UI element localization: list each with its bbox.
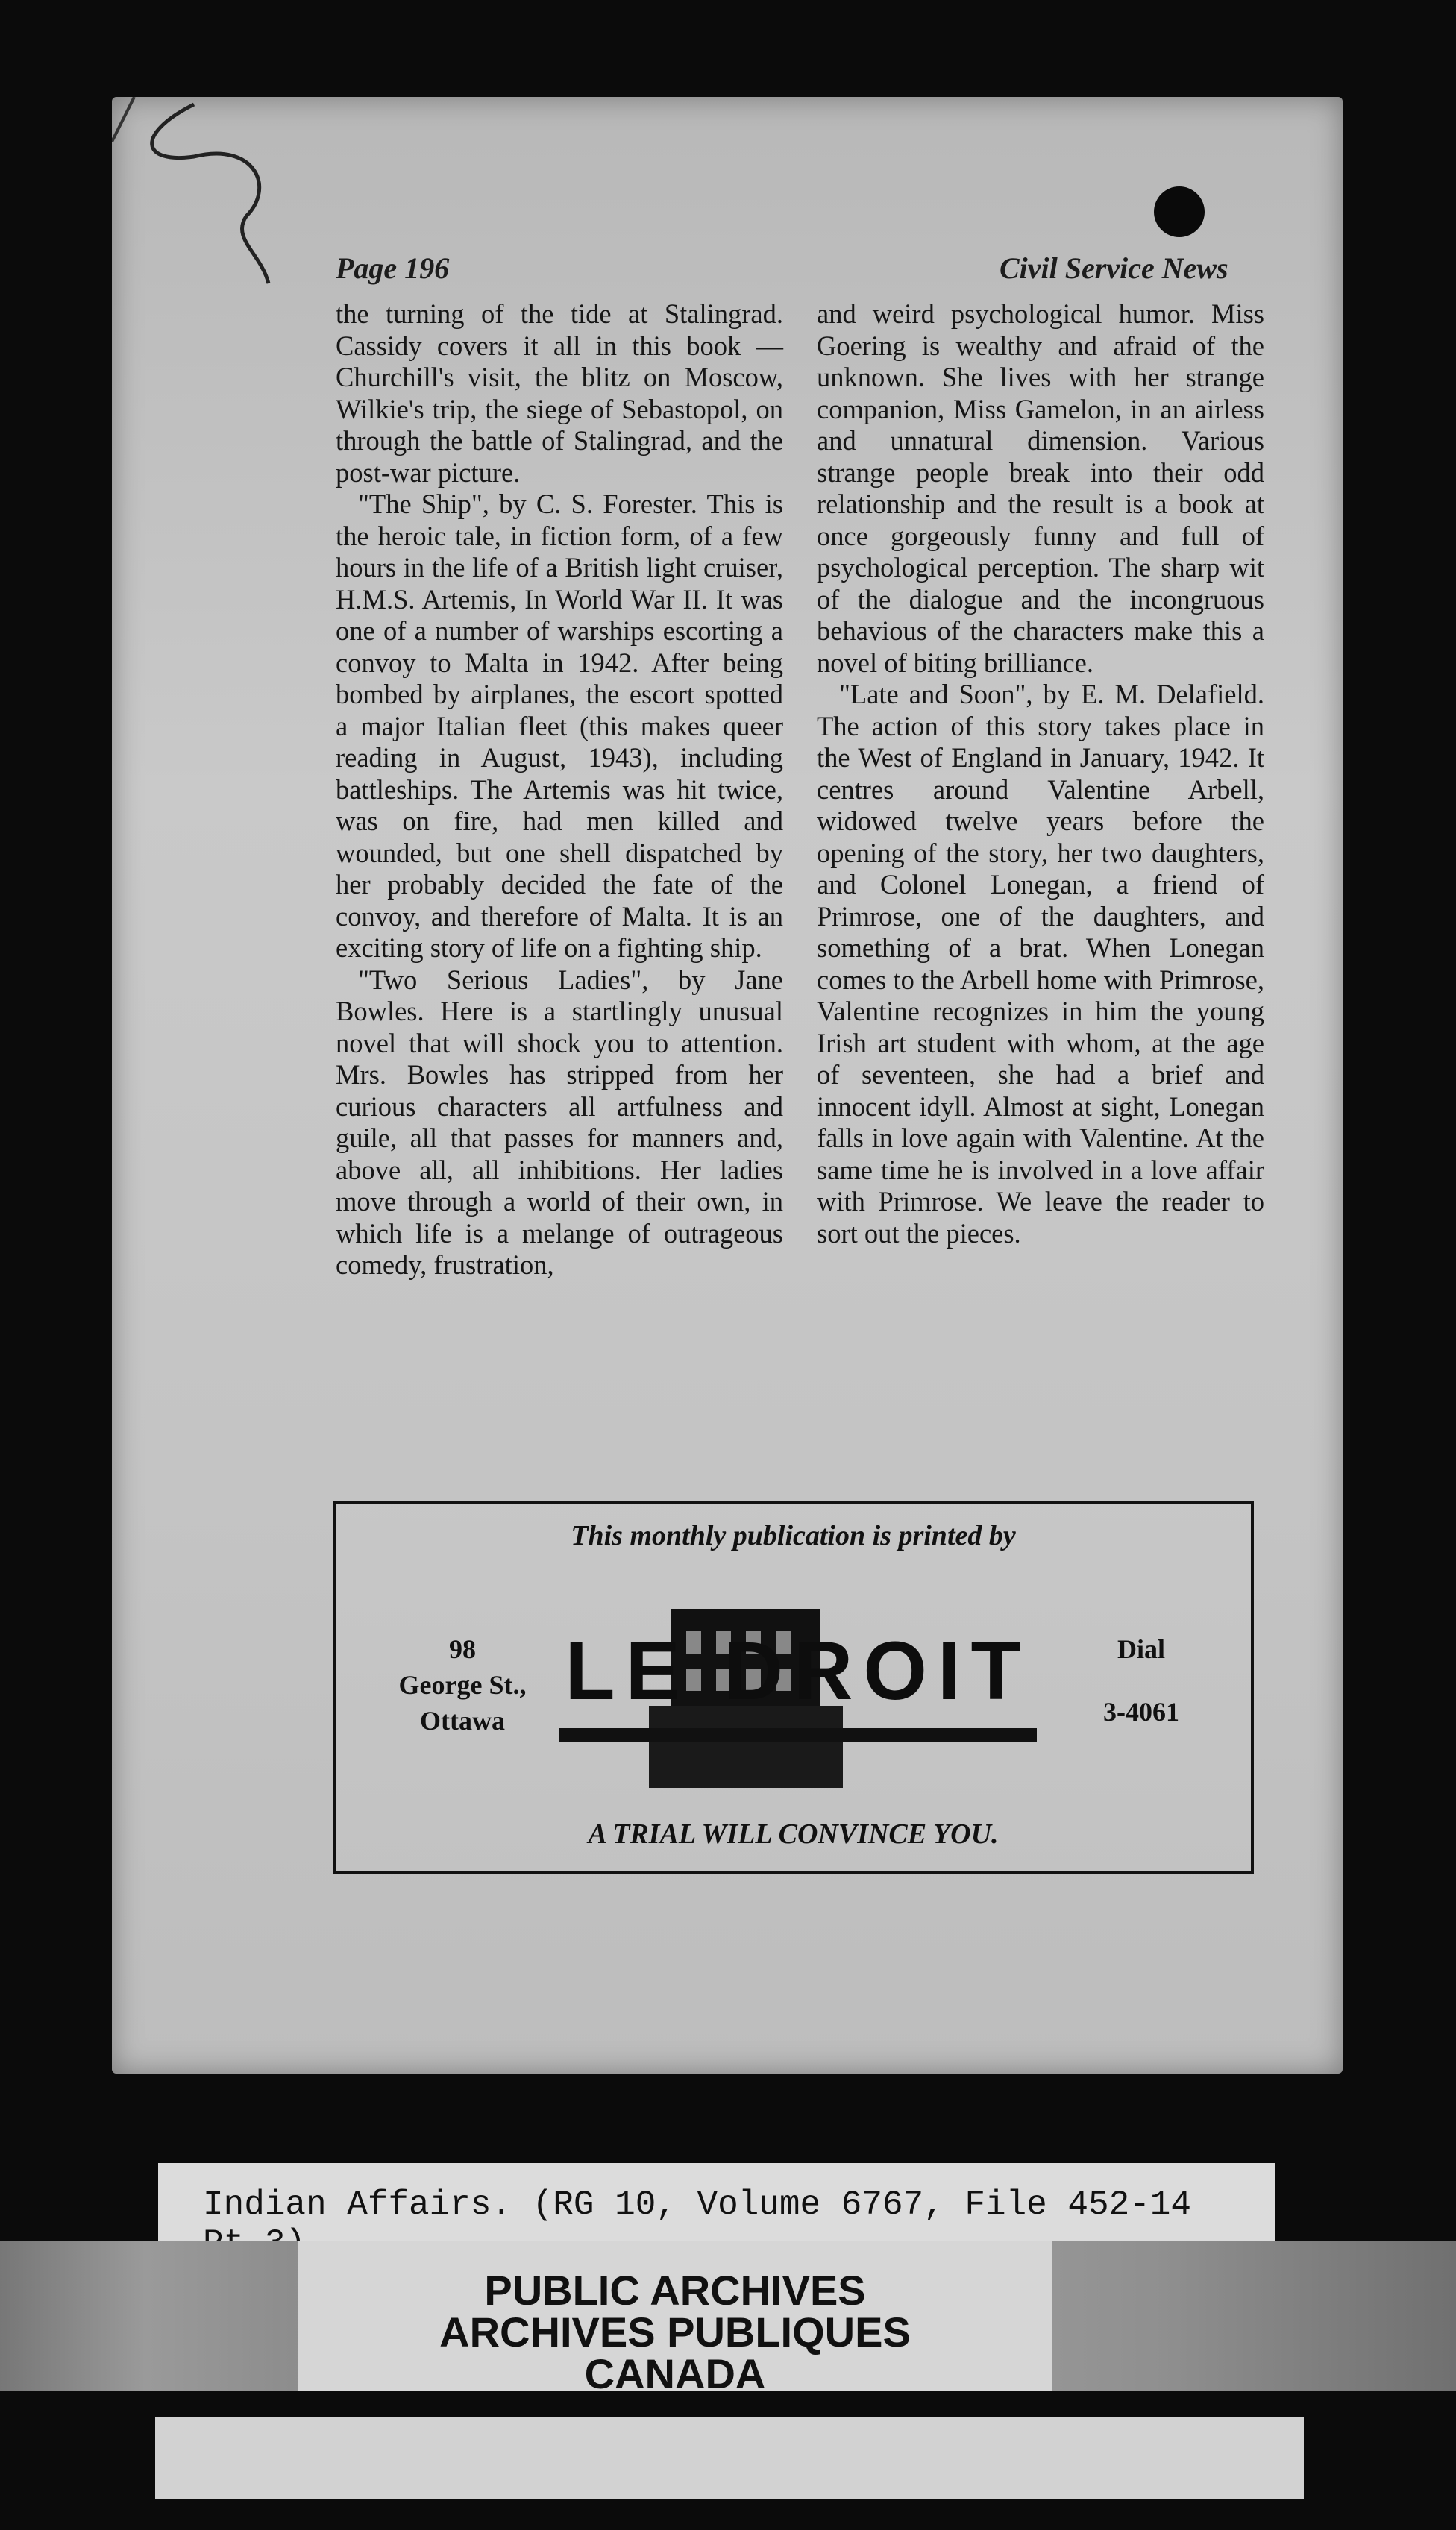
- ad-address-line: George St.,: [398, 1670, 527, 1700]
- left-column: [336, 298, 783, 1281]
- paragraph: "Late and Soon", by E. M. Delafield. The action of this story takes place in the West of England in January, 1942. It centres around Valentine Arbell, widowed twelve years before the opening of the story, her two daughters, and Colonel Lonegan, a friend of Primrose, one of the daughters, and something of a brat. When Lonegan comes to the Arbell home with Primrose, Valentine recognizes in him the young Irish art student with whom, at the age of seventeen, she had a brief and innocent idyll. Almost at sight, Lonegan falls in love again with Valentine. At the same time he is involved in a love affair with Primrose. We leave the reader to sort out the pieces.: [817, 679, 1264, 1249]
- archive-stamp-line: PUBLIC ARCHIVES: [484, 2267, 866, 2314]
- ad-address-line: 98: [449, 1634, 476, 1664]
- printer-advertisement: [333, 1501, 1254, 1874]
- printer-logo: [559, 1594, 1037, 1795]
- right-column: [817, 298, 1264, 1249]
- archive-reference-text: Indian Affairs. (RG 10, Volume 6767, File 452-14: [203, 2185, 1192, 2224]
- ad-phone-line: 3-4061: [1103, 1697, 1179, 1727]
- ad-phone: [1067, 1631, 1216, 1730]
- logo-wordmark: LE DROIT: [565, 1625, 1032, 1717]
- paragraph: "Two Serious Ladies", by Jane Bowles. Here is a startlingly unusual novel that will shock you to attention. Mrs. Bowles has stripped from her curious characters all artfulness and guile, all that passes for manners and, above all, all inhibitions. Her ladies move through a world of their own, in which life is a melange of outrageous comedy, frustration,: [336, 964, 783, 1280]
- page-number: Page 196: [336, 251, 450, 285]
- archive-reference-label: [158, 2163, 1275, 2247]
- ad-tagline: A TRIAL WILL CONVINCE YOU.: [588, 1818, 999, 1850]
- punch-hole: [1154, 186, 1205, 237]
- archive-stamp-text: [298, 2267, 1052, 2397]
- archive-stamp-line: CANADA: [584, 2350, 766, 2397]
- bottom-film-strip: [155, 2417, 1304, 2499]
- paragraph: "The Ship", by C. S. Forester. This is the heroic tale, in fiction form, of a few hours in the life of a British light cruiser, H.M.S. Artemis, In World War II. It was one of a number of warships escorting a convoy to Malta in 1942. After being bombed by airplanes, the escort spotted a major Italian fleet (this makes queer reading in August, 1943), including battleships. The Artemis was hit twice, was on fire, had men killed and wounded, but one shell dispatched by her probably decided the fate of the convoy, and therefore of Malta. It is an exciting story of life on a fighting ship.: [336, 489, 783, 963]
- ad-address: [380, 1631, 545, 1739]
- archive-stamp-line: ARCHIVES PUBLIQUES: [439, 2308, 911, 2355]
- archive-stamp: [298, 2241, 1052, 2397]
- ad-address-line: Ottawa: [420, 1706, 505, 1736]
- publication-title: Civil Service News: [1000, 251, 1228, 285]
- paragraph: the turning of the tide at Stalingrad. Cassidy covers it all in this book —Churchill's visit, the blitz on Moscow, Wilkie's trip, the siege of Sebastopol, on through the battle of Stalingrad, and the post-war picture.: [336, 298, 783, 488]
- ad-headline: This monthly publication is printed by: [571, 1520, 1016, 1551]
- ad-phone-line: Dial: [1117, 1634, 1165, 1664]
- paragraph: and weird psychological humor. Miss Goering is wealthy and afraid of the unknown. She lives with her strange companion, Miss Gamelon, in an airless and unnatural dimension. Various strange people break into their odd relationship and the result is a book at once gorgeously funny and full of psychological perception. The sharp wit of the dialogue and the incongruous behavious of the characters make this a novel of biting brilliance.: [817, 298, 1264, 678]
